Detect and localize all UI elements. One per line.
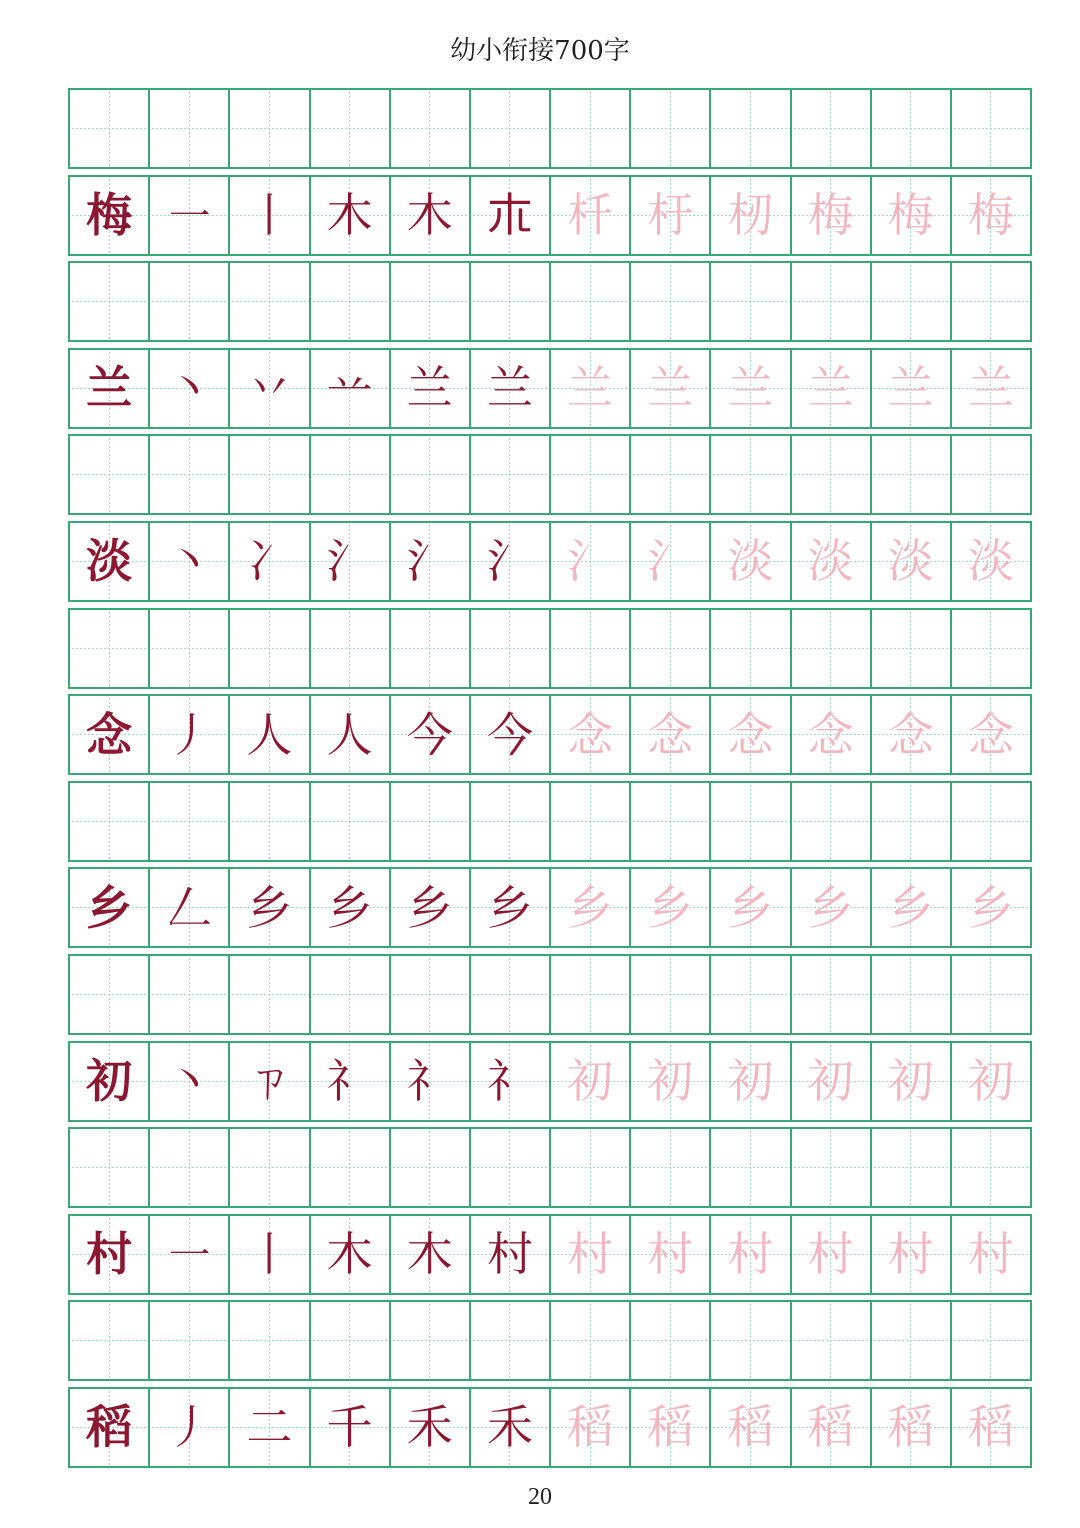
practice-cell[interactable] [471,610,551,687]
stroke-step-cell: 乡 [872,869,952,946]
practice-cell[interactable] [70,956,150,1033]
practice-cell[interactable] [230,610,310,687]
model-character: 初 [70,1043,150,1120]
practice-cell[interactable] [391,1302,471,1379]
stroke-step-cell: 初 [952,1043,1030,1120]
stroke-step-cell: 乡 [631,869,711,946]
practice-cell[interactable] [150,1302,230,1379]
stroke-step-cell: 禾 [391,1389,471,1466]
stroke-step-cell: 氵 [551,523,631,600]
practice-cell[interactable] [711,90,791,167]
practice-cell[interactable] [70,90,150,167]
practice-cell[interactable] [551,783,631,860]
practice-cell[interactable] [150,263,230,340]
stroke-step-cell: 䒑 [311,350,391,427]
stroke-step-cell: 木 [391,177,471,254]
stroke-step-cell: 兰 [471,350,551,427]
practice-cell[interactable] [230,783,310,860]
practice-row-blank [68,781,1032,862]
practice-cell[interactable] [631,436,711,513]
stroke-order-row [68,694,1032,775]
practice-cell[interactable] [952,90,1030,167]
practice-cell[interactable] [551,90,631,167]
practice-cell[interactable] [551,436,631,513]
model-character: 稻 [70,1389,150,1466]
stroke-step-cell: 兰 [872,350,952,427]
practice-cell[interactable] [391,263,471,340]
stroke-step-cell: 𠃋 [150,869,230,946]
practice-cell[interactable] [471,90,551,167]
stroke-step-cell: 村 [471,1216,551,1293]
stroke-step-cell: 禾 [471,1389,551,1466]
practice-cell[interactable] [872,610,952,687]
practice-cell[interactable] [471,263,551,340]
practice-cell[interactable] [631,1302,711,1379]
practice-cell[interactable] [150,783,230,860]
practice-cell[interactable] [311,956,391,1033]
stroke-step-cell: 初 [711,1043,791,1120]
practice-cell[interactable] [311,263,391,340]
stroke-step-cell: 氵 [391,523,471,600]
stroke-step-cell: 念 [952,696,1030,773]
practice-cell[interactable] [311,783,391,860]
practice-cell[interactable] [792,436,872,513]
practice-cell[interactable] [230,90,310,167]
stroke-step-cell: 念 [711,696,791,773]
stroke-step-cell: 木 [311,177,391,254]
practice-cell[interactable] [631,90,711,167]
stroke-step-cell: 乡 [311,869,391,946]
stroke-step-cell: 乡 [391,869,471,946]
practice-cell[interactable] [792,956,872,1033]
practice-cell[interactable] [872,956,952,1033]
stroke-step-cell: 村 [792,1216,872,1293]
practice-cell[interactable] [230,1129,310,1206]
practice-cell[interactable] [631,610,711,687]
practice-cell[interactable] [792,1129,872,1206]
stroke-step-cell: ㄗ [230,1043,310,1120]
stroke-order-row [68,521,1032,602]
stroke-step-cell: 村 [551,1216,631,1293]
practice-cell[interactable] [150,610,230,687]
stroke-step-cell: 礻 [471,1043,551,1120]
practice-cell[interactable] [952,436,1030,513]
practice-row-blank [68,261,1032,342]
practice-cell[interactable] [70,610,150,687]
practice-row-blank [68,88,1032,169]
stroke-step-cell: 今 [471,696,551,773]
stroke-step-cell: 乡 [471,869,551,946]
practice-cell[interactable] [711,783,791,860]
practice-row-blank [68,434,1032,515]
practice-cell[interactable] [391,610,471,687]
stroke-step-cell: 乡 [952,869,1030,946]
practice-cell[interactable] [391,783,471,860]
practice-cell[interactable] [311,610,391,687]
practice-row-blank [68,1300,1032,1381]
stroke-step-cell: 念 [551,696,631,773]
practice-cell[interactable] [551,263,631,340]
practice-cell[interactable] [311,436,391,513]
stroke-step-cell: 人 [311,696,391,773]
stroke-step-cell: 兰 [551,350,631,427]
practice-cell[interactable] [150,436,230,513]
practice-cell[interactable] [311,1129,391,1206]
page-title: 幼小衔接700字 [450,36,630,66]
stroke-step-cell: 礻 [311,1043,391,1120]
stroke-step-cell: ㇐ [150,177,230,254]
practice-cell[interactable] [631,956,711,1033]
stroke-step-cell: 丿 [150,696,230,773]
practice-cell[interactable] [952,263,1030,340]
stroke-step-cell: 梅 [872,177,952,254]
practice-cell[interactable] [711,436,791,513]
practice-cell[interactable] [230,263,310,340]
practice-cell[interactable] [150,1129,230,1206]
stroke-step-cell: 初 [631,1043,711,1120]
stroke-order-row [68,1214,1032,1295]
practice-cell[interactable] [471,783,551,860]
practice-cell[interactable] [792,263,872,340]
practice-cell[interactable] [952,956,1030,1033]
stroke-step-cell: 乡 [551,869,631,946]
practice-cell[interactable] [631,783,711,860]
practice-cell[interactable] [70,436,150,513]
stroke-step-cell: 淡 [792,523,872,600]
practice-cell[interactable] [631,263,711,340]
stroke-step-cell: 氵 [471,523,551,600]
practice-cell[interactable] [391,1129,471,1206]
stroke-step-cell: 初 [872,1043,952,1120]
stroke-step-cell: 丶 [150,350,230,427]
stroke-step-cell: 兰 [631,350,711,427]
practice-row-blank [68,608,1032,689]
stroke-step-cell: 丷 [230,350,310,427]
practice-cell[interactable] [230,956,310,1033]
practice-cell[interactable] [311,90,391,167]
practice-cell[interactable] [551,610,631,687]
stroke-step-cell: 丨 [230,1216,310,1293]
practice-cell[interactable] [551,1129,631,1206]
practice-cell[interactable] [872,783,952,860]
practice-cell[interactable] [551,1302,631,1379]
practice-cell[interactable] [391,956,471,1033]
practice-cell[interactable] [872,1302,952,1379]
practice-cell[interactable] [952,1302,1030,1379]
stroke-step-cell: 稻 [631,1389,711,1466]
stroke-step-cell: 兰 [391,350,471,427]
page-number: 20 [528,1484,552,1510]
stroke-step-cell: 淡 [711,523,791,600]
stroke-step-cell: 氵 [311,523,391,600]
stroke-step-cell: 稻 [551,1389,631,1466]
stroke-step-cell: 礻 [391,1043,471,1120]
practice-cell[interactable] [311,1302,391,1379]
model-character: 念 [70,696,150,773]
practice-cell[interactable] [711,956,791,1033]
practice-cell[interactable] [952,1129,1030,1206]
stroke-step-cell: 念 [792,696,872,773]
stroke-step-cell: 淡 [952,523,1030,600]
stroke-step-cell: 冫 [230,523,310,600]
practice-cell[interactable] [872,1129,952,1206]
practice-cell[interactable] [471,956,551,1033]
stroke-order-row [68,867,1032,948]
stroke-order-row [68,1387,1032,1468]
writing-sheet [68,88,1032,1474]
practice-cell[interactable] [150,90,230,167]
stroke-step-cell: 杅 [631,177,711,254]
stroke-step-cell: 初 [551,1043,631,1120]
stroke-step-cell: 𣎳 [471,177,551,254]
practice-cell[interactable] [952,783,1030,860]
stroke-step-cell: 村 [952,1216,1030,1293]
stroke-step-cell: 木 [311,1216,391,1293]
practice-cell[interactable] [792,90,872,167]
practice-cell[interactable] [70,263,150,340]
stroke-step-cell: 村 [872,1216,952,1293]
model-character: 乡 [70,869,150,946]
practice-row-blank [68,1127,1032,1208]
stroke-step-cell: 人 [230,696,310,773]
stroke-step-cell: 稻 [711,1389,791,1466]
stroke-step-cell: 氵 [631,523,711,600]
stroke-step-cell: 木 [391,1216,471,1293]
practice-cell[interactable] [711,263,791,340]
stroke-step-cell: 淡 [872,523,952,600]
model-character: 兰 [70,350,150,427]
stroke-step-cell: 兰 [711,350,791,427]
stroke-step-cell: 村 [631,1216,711,1293]
stroke-step-cell: 千 [311,1389,391,1466]
stroke-step-cell: 初 [792,1043,872,1120]
practice-cell[interactable] [792,1302,872,1379]
practice-cell[interactable] [711,1129,791,1206]
practice-cell[interactable] [872,436,952,513]
practice-cell[interactable] [631,1129,711,1206]
stroke-step-cell: 梅 [792,177,872,254]
stroke-order-row [68,348,1032,429]
stroke-step-cell: 稻 [872,1389,952,1466]
practice-row-blank [68,954,1032,1035]
stroke-step-cell: 梅 [952,177,1030,254]
practice-cell[interactable] [792,783,872,860]
stroke-step-cell: 二 [230,1389,310,1466]
practice-cell[interactable] [70,1129,150,1206]
stroke-order-row [68,175,1032,256]
stroke-step-cell: 杒 [711,177,791,254]
practice-cell[interactable] [471,436,551,513]
stroke-step-cell: 乡 [711,869,791,946]
practice-cell[interactable] [872,90,952,167]
stroke-order-row [68,1041,1032,1122]
stroke-step-cell: ㇐ [150,1216,230,1293]
stroke-step-cell: 丶 [150,523,230,600]
practice-cell[interactable] [70,783,150,860]
stroke-step-cell: 念 [631,696,711,773]
stroke-step-cell: 丿 [150,1389,230,1466]
practice-cell[interactable] [471,1302,551,1379]
stroke-step-cell: 乡 [792,869,872,946]
practice-cell[interactable] [551,956,631,1033]
practice-cell[interactable] [952,610,1030,687]
stroke-step-cell: 兰 [952,350,1030,427]
stroke-step-cell: 今 [391,696,471,773]
stroke-step-cell: 丨 [230,177,310,254]
practice-cell[interactable] [872,263,952,340]
stroke-step-cell: 兰 [792,350,872,427]
stroke-step-cell: 村 [711,1216,791,1293]
stroke-step-cell: 乡 [230,869,310,946]
stroke-step-cell: 稻 [792,1389,872,1466]
practice-cell[interactable] [230,1302,310,1379]
model-character: 梅 [70,177,150,254]
practice-cell[interactable] [711,610,791,687]
model-character: 淡 [70,523,150,600]
practice-cell[interactable] [711,1302,791,1379]
practice-cell[interactable] [70,1302,150,1379]
practice-cell[interactable] [471,1129,551,1206]
practice-cell[interactable] [150,956,230,1033]
practice-cell[interactable] [391,436,471,513]
stroke-step-cell: 念 [872,696,952,773]
model-character: 村 [70,1216,150,1293]
practice-cell[interactable] [230,436,310,513]
practice-cell[interactable] [792,610,872,687]
stroke-step-cell: 丶 [150,1043,230,1120]
practice-cell[interactable] [391,90,471,167]
stroke-step-cell: 稻 [952,1389,1030,1466]
stroke-step-cell: 杄 [551,177,631,254]
